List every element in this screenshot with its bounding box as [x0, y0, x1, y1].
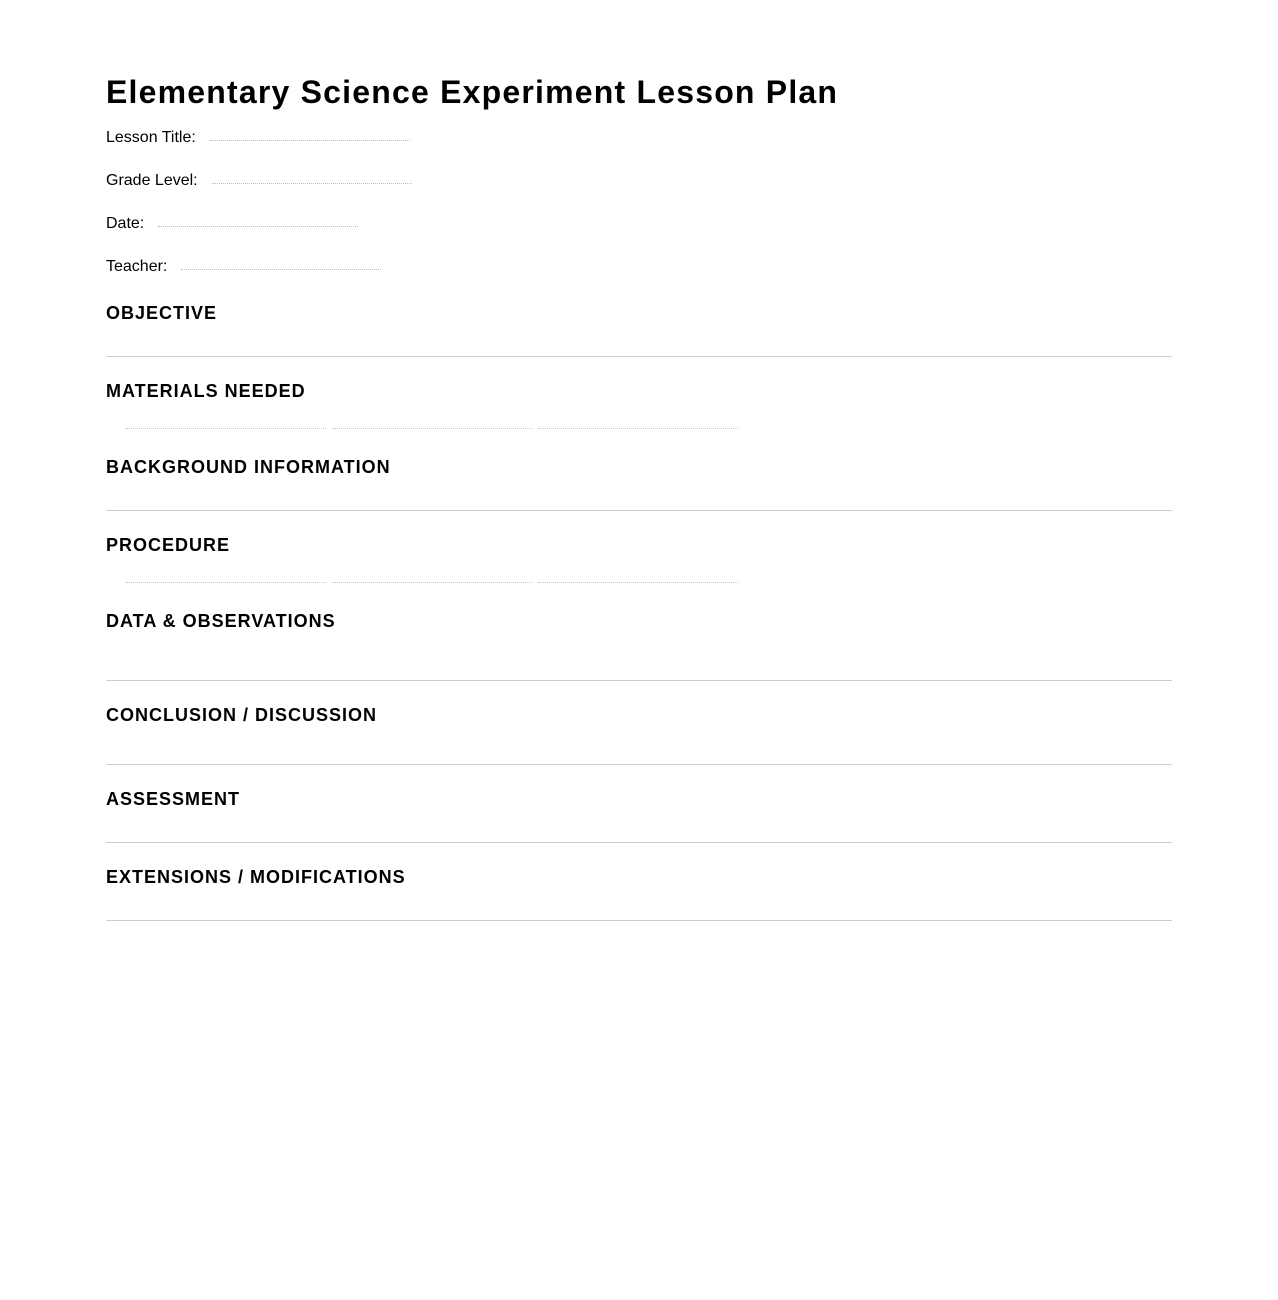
materials-blank-line[interactable]	[538, 428, 738, 429]
objective-divider	[106, 356, 1172, 357]
grade-level-label: Grade Level:	[106, 172, 198, 189]
procedure-heading: PROCEDURE	[106, 535, 231, 555]
background-divider	[106, 510, 1172, 511]
conclusion-divider	[106, 764, 1172, 765]
procedure-blank-line[interactable]	[126, 582, 326, 583]
lesson-title-field	[106, 128, 410, 150]
date-field	[106, 214, 358, 236]
procedure-blank-line[interactable]	[538, 582, 738, 583]
extensions-divider	[106, 920, 1172, 921]
grade-level-field	[106, 171, 412, 193]
procedure-blank-line[interactable]	[332, 582, 532, 583]
background-heading: BACKGROUND INFORMATION	[106, 457, 391, 477]
date-input-line[interactable]	[158, 214, 358, 227]
assessment-heading: ASSESSMENT	[106, 789, 241, 809]
materials-heading: MATERIALS NEEDED	[106, 381, 306, 401]
date-label: Date:	[106, 215, 145, 232]
page-title: Elementary Science Experiment Lesson Plan	[106, 74, 839, 110]
teacher-label: Teacher:	[106, 258, 168, 275]
grade-level-input-line[interactable]	[212, 171, 412, 184]
procedure-blank-row	[126, 582, 738, 583]
data-observations-divider	[106, 680, 1172, 681]
extensions-heading: EXTENSIONS / MODIFICATIONS	[106, 867, 406, 887]
teacher-field	[106, 257, 381, 279]
materials-blank-row	[126, 428, 738, 429]
assessment-divider	[106, 842, 1172, 843]
data-observations-heading: DATA & OBSERVATIONS	[106, 611, 336, 631]
materials-blank-line[interactable]	[126, 428, 326, 429]
lesson-title-label: Lesson Title:	[106, 129, 196, 146]
conclusion-heading: CONCLUSION / DISCUSSION	[106, 705, 378, 725]
objective-heading: OBJECTIVE	[106, 303, 218, 323]
materials-blank-line[interactable]	[332, 428, 532, 429]
lesson-title-input-line[interactable]	[210, 128, 410, 141]
teacher-input-line[interactable]	[181, 257, 381, 270]
